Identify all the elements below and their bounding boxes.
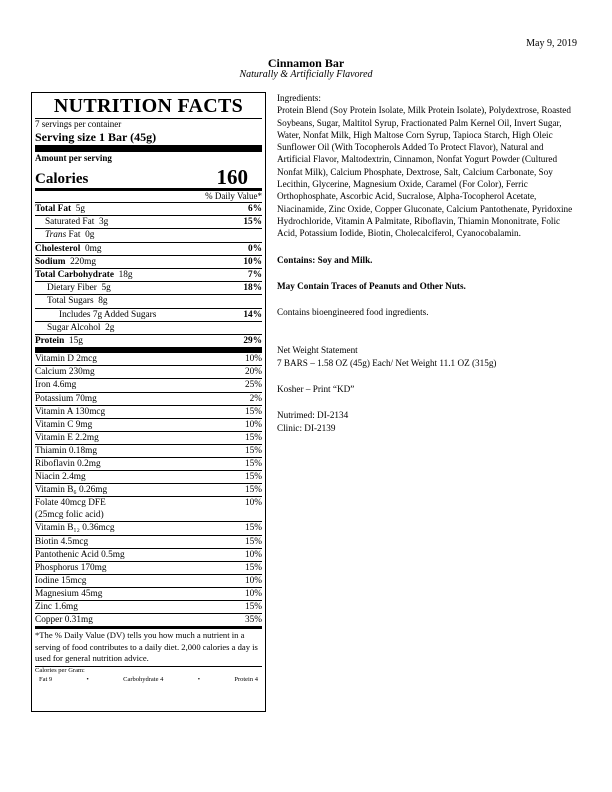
nutrient-dv: 29% [243, 336, 262, 347]
calories-per-gram-label: Calories per Gram: [35, 667, 85, 675]
vitamin-dv: 10% [244, 549, 262, 560]
vitamin-dv: 15% [244, 536, 262, 547]
contains-statement: Contains: Soy and Milk. [277, 254, 373, 265]
nutrient-dv: 18% [243, 283, 262, 294]
vitamin-row [35, 521, 262, 534]
daily-value-footnote: *The % Daily Value (DV) tells you how much a nutrient in a serving of food contributes to a daily diet. 2,000 calories a day is used for general nutrition advice. [35, 630, 258, 664]
calories-row [35, 164, 262, 188]
nutrient-amount: 0mg [84, 243, 102, 254]
vitamin-row [35, 353, 262, 365]
vitamin-label-text: Potassium 70mg [35, 393, 97, 404]
vitamin-label-text: Magnesium 45mg [35, 588, 103, 599]
vitamin-label-text: Vitamin E 2.2mg [35, 432, 99, 443]
vitamin-row [35, 470, 262, 483]
vitamin-row [35, 561, 262, 574]
vitamin-label [35, 419, 92, 431]
vitamin-label [35, 601, 78, 613]
vitamin-label [35, 562, 107, 574]
vitamin-dv: 10% [244, 498, 262, 509]
nutrient-row-added-sugars [35, 308, 262, 321]
vitamin-label [35, 575, 86, 587]
vitamin-label [35, 445, 97, 457]
vitamin-dv: 25% [244, 380, 262, 391]
kosher-statement: Kosher – Print “KD” [277, 384, 355, 395]
vitamin-label [35, 549, 125, 561]
vitamin-row [35, 548, 262, 561]
vitamin-label-text: Calcium 230mg [35, 367, 95, 378]
vitamin-row [35, 496, 262, 521]
vitamin-label-text: Copper 0.31mg [35, 615, 93, 626]
nutrient-row-dietary-fiber [35, 281, 262, 294]
vitamin-label-text: Phosphorus 170mg [35, 562, 107, 573]
vitamin-row [35, 431, 262, 444]
nutrient-amount: 5g [75, 204, 86, 214]
clinic-code: Clinic: DI-2139 [277, 422, 336, 433]
vitamin-row [35, 613, 262, 626]
vitamin-dv: 15% [244, 432, 262, 443]
vitamin-label-text: Zinc 1.6mg [35, 602, 78, 613]
vitamin-label-text: Vitamin B₆ 0.26mg [35, 485, 108, 496]
nutrient-row-sodium [35, 255, 262, 268]
nutrient-label: Total Carbohydrate [35, 270, 114, 281]
vitamin-label-text: Iron 4.6mg [35, 380, 77, 391]
nutrient-label: Protein [35, 336, 65, 347]
calories-per-gram-row [35, 675, 262, 684]
nutrient-label: Trans [45, 230, 67, 241]
may-contain-statement: May Contain Traces of Peanuts and Other Nuts. [277, 280, 466, 291]
nutrient-label-rest: Fat [68, 230, 81, 241]
vitamin-label-text: Pantothenic Acid 0.5mg [35, 549, 125, 560]
vitamin-row [35, 587, 262, 600]
nutrient-row-sugar-alcohol [35, 321, 262, 334]
amount-per-serving: Amount per serving [35, 153, 112, 163]
nutrient-amount: 18g [118, 270, 133, 281]
nutrient-dv: 15% [243, 217, 262, 228]
cpg-separator: • [197, 676, 200, 684]
cpg-protein: Protein 4 [234, 676, 258, 684]
nutrient-amount: 8g [98, 296, 108, 307]
nutrient-label: Total Fat [35, 204, 72, 214]
nutrient-amount: 0g [85, 230, 95, 241]
servings-per-container: 7 servings per container [35, 119, 122, 129]
vitamin-label [35, 614, 93, 626]
vitamin-dv: 10% [244, 354, 262, 365]
nutrient-label: Includes 7g Added Sugars [59, 309, 157, 320]
vitamin-dv: 15% [244, 485, 262, 496]
vitamin-label [35, 353, 97, 365]
nutrient-label: Saturated Fat [45, 217, 95, 228]
vitamin-row [35, 378, 262, 391]
document-date: May 9, 2019 [526, 38, 577, 49]
vitamin-label-text: Riboflavin 0.2mg [35, 458, 101, 469]
bioengineered-statement: Contains bioengineered food ingredients. [277, 307, 429, 318]
cpg-fat: Fat 9 [39, 676, 53, 684]
vitamin-label-text: Biotin 4.5mcg [35, 536, 89, 547]
nutrient-row-trans-fat [35, 228, 262, 241]
vitamin-label-text: Iodine 15mcg [35, 575, 87, 586]
vitamin-dv: 15% [244, 523, 262, 534]
calories-label: Calories [35, 171, 89, 187]
daily-value-header: % Daily Value* [205, 191, 262, 201]
nutrient-label: Sugar Alcohol [47, 322, 101, 333]
nutrient-row-total-carbohydrate [35, 268, 262, 281]
nutrient-label: Cholesterol [35, 243, 81, 254]
nutrient-amount: 220mg [70, 256, 96, 267]
nutrient-row-total-fat [35, 202, 262, 215]
vitamin-label-text: Folate 40mcg DFE [35, 498, 106, 509]
ingredients-label: Ingredients: [277, 93, 321, 103]
vitamin-dv: 10% [244, 588, 262, 599]
ingredients-text: Protein Blend (Soy Protein Isolate, Milk Protein Isolate), Polydextrose, Roasted Soybeans, Sugar, Maltitol Syrup, Fractionated Palm Kernel Oil, Invert Sugar, Water, Nonfat Milk, High Maltose Corn Syrup, Tapioca Starch, High Oleic Sunflower Oil (With Tocopherols Added To Protect Flavor), Natural and Artificial Flavor, Maltodextrin, Cinnamon, Nonfat Yogurt Powder (Cultured Nonfat Milk), Calcium Phosphate, Dextrose, Salt, Calcium Carbonate, Soy Lecithin, Glycerine, Magnesium Oxide, Caramel (For Color), Ferric Orthophosphate, Ascorbic Acid, Sucralose, Alpha-Tocopherol Acetate, Niacinamide, Zinc Oxide, Copper Gluconate, Calcium Pantothenate, Pyridoxine Hydrochloride, Vitamin A Palmitate, Riboflavin, Thiamin Mononitrate, Folic Acid, Potassium Iodide, Biotin, Cholecalciferol, Cyanocobalamin. [277, 105, 573, 239]
serving-size: Serving size 1 Bar (45g) [35, 130, 157, 144]
vitamin-dv: 35% [244, 615, 262, 626]
vitamin-row [35, 457, 262, 470]
vitamin-dv: 15% [244, 562, 262, 573]
vitamin-dv: 15% [244, 445, 262, 456]
vitamin-label [35, 432, 99, 444]
vitamin-label [35, 471, 86, 483]
nutrient-amount: 15g [68, 336, 83, 347]
nutrient-label: Dietary Fiber [47, 283, 97, 294]
vitamin-label [35, 458, 101, 470]
vitamin-label-text: Niacin 2.4mg [35, 472, 86, 483]
vitamin-label-text-2: (25mcg folic acid) [35, 510, 104, 521]
vitamin-row [35, 535, 262, 548]
vitamin-row [35, 483, 262, 496]
nutrient-dv: 0% [248, 243, 262, 254]
vitamin-label [35, 366, 95, 378]
nutrient-amount: 3g [98, 217, 109, 228]
nutrition-facts-title: NUTRITION FACTS [53, 95, 244, 117]
ingredients-column [277, 92, 577, 434]
vitamin-row [35, 574, 262, 587]
vitamin-row [35, 365, 262, 378]
nutrient-label: Sodium [35, 256, 66, 267]
vitamin-label [35, 484, 107, 496]
vitamins-minerals-list [35, 353, 262, 626]
nutrient-dv: 14% [243, 309, 262, 320]
nutrient-row-protein [35, 334, 262, 347]
vitamin-label [35, 522, 115, 534]
nutrient-row-cholesterol [35, 242, 262, 255]
vitamin-dv: 15% [244, 472, 262, 483]
nutrimed-code: Nutrimed: DI-2134 [277, 410, 349, 421]
nutrient-row-saturated-fat [35, 215, 262, 228]
vitamin-row [35, 405, 262, 418]
net-weight-label: Net Weight Statement [277, 345, 358, 356]
vitamin-label-text: Vitamin D 2mcg [35, 354, 97, 365]
nutrition-facts-panel [31, 92, 266, 712]
vitamin-label [35, 379, 76, 391]
vitamin-label [35, 536, 88, 548]
vitamin-label-text: Vitamin A 130mcg [35, 406, 106, 417]
vitamin-dv: 15% [244, 602, 262, 613]
vitamin-label [35, 393, 97, 405]
vitamin-label-text: Vitamin B₁₂ 0.36mcg [35, 523, 115, 534]
vitamin-dv: 15% [244, 406, 262, 417]
vitamin-dv: 2% [249, 393, 262, 404]
vitamin-label [35, 588, 102, 600]
calories-value: 160 [216, 165, 248, 189]
flavor-note: Naturally & Artificially Flavored [239, 69, 373, 80]
nutrient-dv: 10% [243, 256, 262, 267]
vitamin-dv: 15% [244, 458, 262, 469]
cpg-separator: • [86, 676, 89, 684]
nutrient-amount: 2g [105, 322, 115, 333]
vitamin-row [35, 444, 262, 457]
vitamin-row [35, 418, 262, 431]
vitamin-label-text: Thiamin 0.18mg [35, 445, 97, 456]
nutrient-label: Total Sugars [47, 296, 94, 307]
product-name: Cinnamon Bar [267, 56, 345, 70]
vitamin-label [35, 406, 105, 418]
vitamin-dv: 20% [244, 367, 262, 378]
vitamin-dv: 10% [244, 419, 262, 430]
net-weight-text: 7 BARS – 1.58 OZ (45g) Each/ Net Weight 11.1 OZ (315g) [277, 357, 497, 368]
vitamin-label [35, 497, 106, 521]
nutrient-row-total-sugars [35, 294, 262, 307]
nutrient-amount: 5g [101, 283, 111, 294]
nutrient-dv: 7% [248, 270, 262, 281]
cpg-carbohydrate: Carbohydrate 4 [123, 676, 164, 684]
nutrient-dv: 6% [248, 204, 262, 214]
vitamin-row [35, 392, 262, 405]
vitamin-row [35, 600, 262, 613]
vitamin-label-text: Vitamin C 9mg [35, 419, 93, 430]
vitamin-dv: 10% [244, 575, 262, 586]
